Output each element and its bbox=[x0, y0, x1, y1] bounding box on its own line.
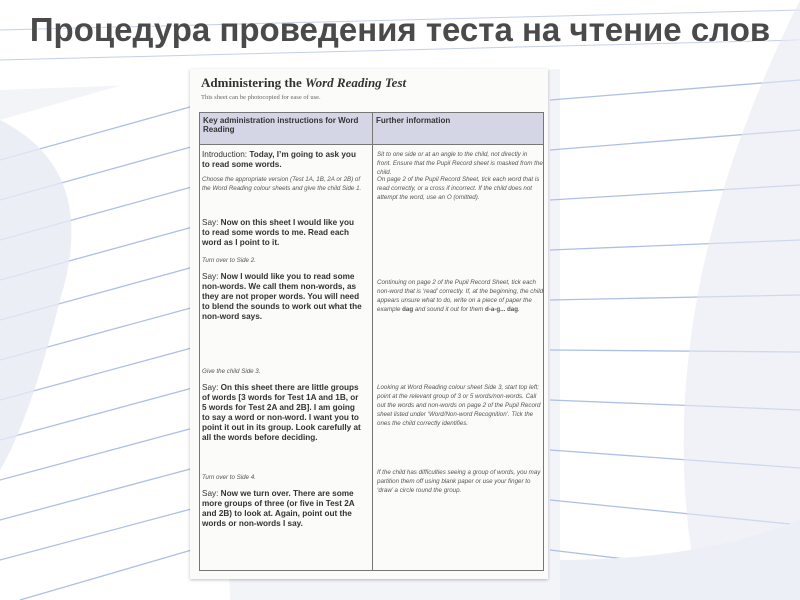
turn-side2-note: Turn over to Side 2. bbox=[202, 257, 256, 264]
scanned-document bbox=[190, 69, 548, 579]
document-subtitle: This sheet can be photocopied for ease of use. bbox=[201, 94, 321, 101]
slide-title: Процедура проведения теста на чтение слов bbox=[29, 11, 771, 48]
document-title-italic: Word Reading Test bbox=[305, 75, 407, 90]
header-further-information: Further information bbox=[373, 113, 544, 145]
document-title bbox=[201, 75, 546, 91]
say-non-words: Say: Now I would like you to read some non-words. We call them non-words, as they are not proper words. You will need to blend the sounds to work out what the non-word says. bbox=[202, 272, 362, 321]
document-title-main: Administering the bbox=[201, 75, 305, 90]
intro-text: Introduction: Today, I’m going to ask you to read some words. bbox=[202, 150, 356, 169]
give-side3-note: Give the child Side 3. bbox=[202, 368, 261, 375]
side3-looking-note: Looking at Word Reading colour sheet Side 3, start top left; point at the relevant group of 3 or 5 words/non-words. Call out the words and non-words on page 2 of the Pupil Record sheet listed under ‘Word/Non-word Recognition’. Tick the ones the child correctly identifies. bbox=[377, 384, 541, 427]
choose-version-note: Choose the appropriate version (Test 1A, 1B, 2A or 2B) of the Word Reading colour sheets and give the child Side 1. bbox=[202, 176, 362, 192]
further-information-column bbox=[373, 145, 544, 571]
difficulty-note: If the child has difficulties seeing a group of words, you may partition them off using blank paper or use your finger to ‘draw’ a circle round the group. bbox=[377, 469, 541, 494]
instructions-table bbox=[199, 112, 544, 571]
continuing-page2-note: Continuing on page 2 of the Pupil Record Sheet, tick each non-word that is ‘read’ correctly. If, at the beginning, the child appears unsure what to do, write on a piece of paper the example dag and sound it out for them d-a-g... dag. bbox=[377, 279, 544, 313]
say-more-groups: Say: Now we turn over. There are some more groups of three (or five in Test 2A and 2B) to look at. Again, point out the words or non-words I say. bbox=[202, 489, 355, 528]
say-groups-of-words: Say: On this sheet there are little groups of words [3 words for Test 1A and 1B, or 5 words for Test 2A and 2B]. I am going to say a word or non-word. I want you to point it out in its group. Look carefully at all the words before deciding. bbox=[202, 383, 361, 442]
header-key-instructions: Key administration instructions for Word Reading bbox=[200, 113, 373, 145]
turn-side4-note: Turn over to Side 4. bbox=[202, 474, 256, 481]
sit-position-note: Sit to one side or at an angle to the child, not directly in front. Ensure that the Pupil Record sheet is masked from the child. bbox=[377, 151, 543, 176]
say-read-words: Say: Now on this sheet I would like you to read some words to me. Read each word as I point to it. bbox=[202, 218, 354, 247]
instructions-column bbox=[200, 145, 373, 571]
page2-tick-note: On page 2 of the Pupil Record Sheet, tick each word that is read correctly, or a cross if incorrect. If the child does not attempt the word, use an O (omitted). bbox=[377, 176, 540, 201]
